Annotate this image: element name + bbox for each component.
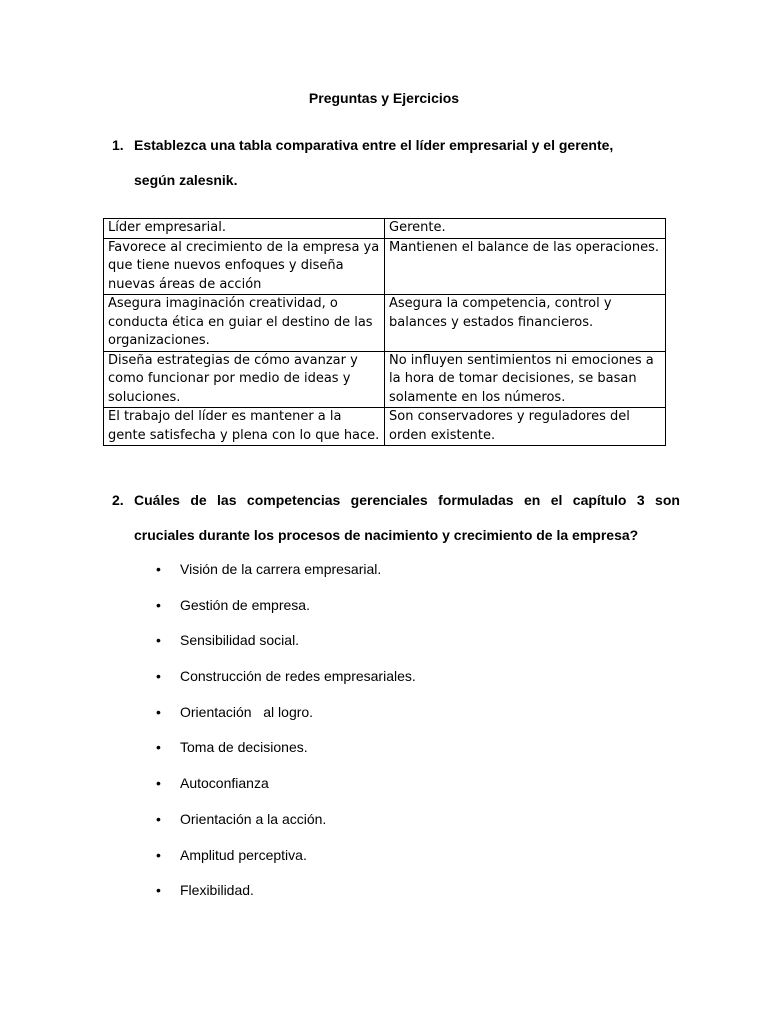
- bullet-icon: •: [156, 810, 161, 827]
- question-2-word: de: [190, 492, 207, 508]
- cell-gerente: No influyen sentimientos ni emociones a la hora de tomar decisiones, se basan solamente en los números.: [385, 351, 666, 408]
- bullet-icon: •: [156, 668, 161, 685]
- cell-gerente: Asegura la competencia, control y balances y estados financieros.: [385, 295, 666, 352]
- bullet-icon: •: [156, 596, 161, 613]
- bullet-icon: •: [156, 739, 161, 756]
- cell-gerente: Son conservadores y reguladores del orden existente.: [385, 408, 666, 446]
- table-row: [104, 238, 666, 295]
- question-2-word: gerenciales: [350, 492, 428, 508]
- list-item: [134, 775, 416, 811]
- comparison-table: [103, 218, 666, 446]
- list-item-text: Toma de decisiones.: [180, 739, 308, 756]
- header-gerente: Gerente.: [385, 219, 666, 239]
- cell-lider: Diseña estrategias de cómo avanzar y como funcionar por medio de ideas y soluciones.: [104, 351, 385, 408]
- cell-lider: El trabajo del líder es mantener a la gente satisfecha y plena con lo que hace.: [104, 408, 385, 446]
- question-2-word: el: [550, 492, 563, 508]
- list-item-text: Construcción de redes empresariales.: [180, 668, 416, 685]
- list-item-text: Sensibilidad social.: [180, 632, 300, 649]
- question-2-number: 2.: [112, 492, 124, 508]
- question-1-text-line1: Establezca una tabla comparativa entre el líder empresarial y el gerente,: [134, 137, 614, 153]
- question-2-word: formuladas: [438, 492, 514, 508]
- competencias-list: [134, 561, 416, 918]
- table-row: [104, 295, 666, 352]
- list-item: [134, 811, 416, 847]
- question-1: [112, 137, 672, 207]
- question-2-word: 3: [636, 492, 645, 508]
- table-row: [104, 408, 666, 446]
- table-header-row: [104, 219, 666, 239]
- list-item: [134, 597, 416, 633]
- bullet-icon: •: [156, 846, 161, 863]
- cell-gerente: Mantienen el balance de las operaciones.: [385, 238, 666, 295]
- question-2-word: capítulo: [572, 492, 627, 508]
- list-item: [134, 668, 416, 704]
- question-2-word: son: [655, 492, 680, 508]
- list-item: [134, 561, 416, 597]
- list-item-text: Flexibilidad.: [180, 882, 254, 899]
- list-item-text: Amplitud perceptiva.: [180, 846, 307, 863]
- question-2-word: las: [217, 492, 237, 508]
- list-item: [134, 882, 416, 918]
- question-2-word: competencias: [246, 492, 341, 508]
- question-2-text-line2: cruciales durante los procesos de nacimiento y crecimiento de la empresa?: [134, 527, 639, 543]
- bullet-icon: •: [156, 703, 161, 720]
- list-item-text: Visión de la carrera empresarial.: [180, 561, 382, 577]
- question-2-word: en: [523, 492, 541, 508]
- question-2-word: Cuáles: [134, 492, 180, 508]
- list-item: [134, 632, 416, 668]
- cell-lider: Favorece al crecimiento de la empresa ya que tiene nuevos enfoques y diseña nuevas áreas de acción: [104, 238, 385, 295]
- cell-lider: Asegura imaginación creatividad, o conducta ética en guiar el destino de las organizaciones.: [104, 295, 385, 352]
- table-row: [104, 351, 666, 408]
- list-item: [134, 739, 416, 775]
- question-1-number: 1.: [112, 137, 124, 153]
- list-item-text: Gestión de empresa.: [180, 596, 310, 613]
- list-item: [134, 847, 416, 883]
- bullet-icon: •: [156, 632, 161, 649]
- bullet-icon: •: [156, 561, 161, 577]
- question-2-text-line1: [134, 492, 680, 527]
- question-1-text-line2: según zalesnik.: [134, 172, 238, 188]
- list-item-text: Autoconfianza: [180, 775, 269, 792]
- header-lider: Líder empresarial.: [104, 219, 385, 239]
- list-item-text: Orientación a la acción.: [180, 810, 327, 827]
- list-item-text: Orientación al logro.: [180, 703, 314, 720]
- bullet-icon: •: [156, 882, 161, 899]
- bullet-icon: •: [156, 775, 161, 792]
- page-title: Preguntas y Ejercicios: [308, 90, 460, 106]
- question-2: [112, 492, 680, 543]
- list-item: [134, 704, 416, 740]
